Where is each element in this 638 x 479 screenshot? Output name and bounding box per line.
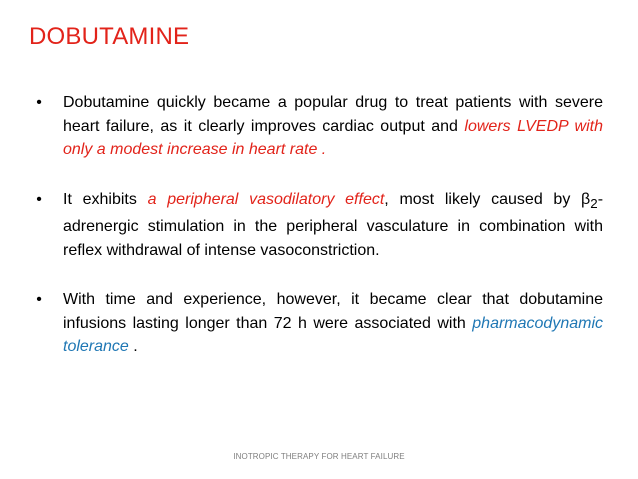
bullet-item-2 — [33, 188, 603, 263]
bullet-emphasis: pharmacodynamic tolerance — [63, 314, 603, 356]
bullet-text: , most likely caused by β — [384, 190, 591, 208]
bullet-item-3 — [33, 288, 603, 359]
bullet-emphasis: a peripheral vasodilatory effect — [147, 190, 385, 208]
slide-title: DOBUTAMINE — [29, 23, 190, 50]
bullet-list — [33, 91, 603, 359]
bullet-marker: • — [36, 291, 42, 309]
slide-footer: INOTROPIC THERAPY FOR HEART FAILURE — [233, 452, 405, 461]
bullet-text: -adrenergic stimulation in the peripheral vasculature in combination with reflex withdrawal of intense vasoconstriction. — [63, 190, 604, 259]
bullet-text: It exhibits — [63, 190, 148, 208]
bullet-text: Dobutamine quickly became a popular drug to treat patients with severe heart failure, as it clearly improves cardiac output and — [63, 94, 603, 135]
bullet-marker: • — [36, 94, 42, 111]
bullet-text: . — [128, 338, 138, 356]
subscript: 2 — [590, 195, 598, 211]
bullet-text: With time and experience, however, it became clear that dobutamine infusions lasting longer than 72 h were associated with — [63, 291, 603, 332]
bullet-item-1 — [33, 91, 603, 162]
bullet-emphasis: lowers LVEDP with only a modest increase in heart rate . — [63, 117, 603, 158]
bullet-marker: • — [36, 190, 42, 208]
